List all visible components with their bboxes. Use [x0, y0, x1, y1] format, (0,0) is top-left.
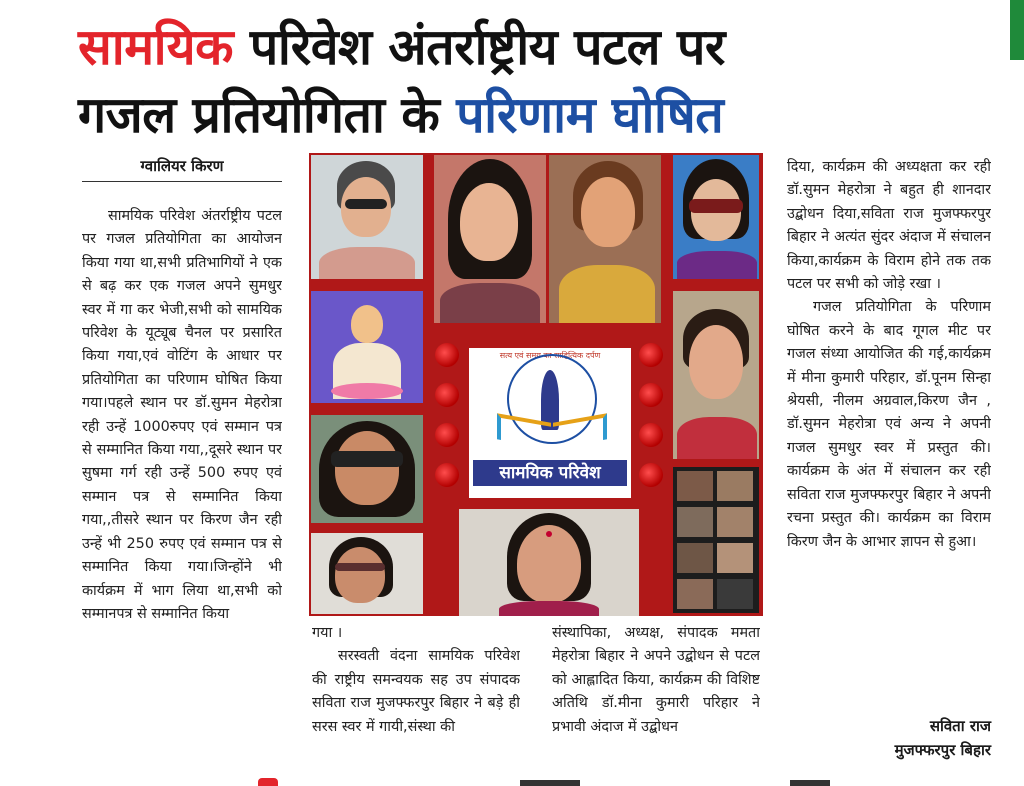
article-column-3	[552, 622, 760, 762]
bottom-dark-mark	[520, 780, 580, 786]
rose-decoration	[435, 463, 459, 487]
photo-woman-with-cup	[549, 155, 661, 323]
logo-arc-text: सत्य एवं समय का साहित्यिक दर्पण	[499, 351, 601, 360]
samayik-parivesh-logo	[469, 348, 631, 498]
article-column-2	[312, 622, 520, 762]
column-1-paragraph: सामयिक परिवेश अंतर्राष्ट्रीय पटल पर गजल प्रतियोगिता का आयोजन किया गया था,सभी प्रतिभागियों ने एक से बढ़ कर एक गजल अपने सुमधुर स्वर में गा कर भेजी,सभी को सामयिक परिवेश के यूट्यूब चैनल पर प्रसारित किया गया,एवं वोटिंग के आधार पर प्रतियोगिता का परिणाम घोषित किया गया।पहले स्थान पर डॉ.सुमन मेहरोत्रा रही उन्हें 1000रुपए एवं सम्मान पत्र से सम्मानित किया गया,,दूसरे स्थान पर सुषमा गर्ग रही उन्हें 500 रुपए एवं सम्मान पत्र से सम्मानित किया गया,,तीसरे स्थान पर किरण जैन रही उन्हें भी 250 रुपए एवं सम्मान पत्र से सम्मानित किया गया।जिन्होंने भी कार्यक्रम में भाग लिया था,सभी को सम्मानपत्र से सम्मानित किया	[82, 208, 282, 622]
column-4-paragraph-2: गजल प्रतियोगिता के परिणाम घोषित करने के बाद गूगल मीट पर गजल संध्या आयोजित की गई,कार्यक्रम में मीना कुमारी परिहार, डॉ.पूनम सिन्हा श्रेयसी, नीलम अग्रवाल,किरण जैन , डॉ.सुमन मेहरोत्रा एवं अन्य ने अपनी गजल सुमधुर स्वर में प्रस्तुत की। कार्यक्रम के अंत में संचालन कर रही सविता राज मुजफ्फरपुर बिहार ने अपनी रचना प्रस्तुत की। कार्यक्रम का विराम किरण जैन के आभार ज्ञापन से हुआ।	[787, 299, 991, 550]
photo-woman-bindi	[459, 509, 639, 616]
article-column-4	[787, 156, 991, 716]
rose-decoration	[639, 383, 663, 407]
column-2-lead: गया ।	[312, 625, 343, 641]
byline: ग्वालियर किरण	[140, 157, 224, 175]
photo-woman-smiling	[434, 155, 546, 323]
column-4-paragraph-1: दिया, कार्यक्रम की अध्यक्षता कर रही डॉ.सुमन मेहरोत्रा ने बहुत ही शानदार उद्बोधन दिया,सविता राज मुजफ्फरपुर बिहार ने अत्यंत सुंदर अंदाज में संचालन किया,कार्यक्रम के विराम होने तक तक पटल पर सभी को जोड़े रखा ।	[787, 159, 991, 293]
rose-decoration	[435, 423, 459, 447]
article-column-1	[82, 205, 282, 765]
signature-name: सविता राज	[929, 717, 991, 735]
photo-woman-glasses-bottom	[311, 533, 423, 614]
headline-black-text-2: गजल प्रतियोगिता के	[78, 86, 440, 144]
logo-title: सामयिक परिवेश	[473, 460, 627, 486]
headline-line-1	[78, 14, 998, 80]
edge-green-strip	[1010, 0, 1024, 60]
headline-red-word: सामयिक	[78, 18, 233, 76]
column-3-paragraph: संस्थापिका, अध्यक्ष, संपादक ममता मेहरोत्रा बिहार ने अपने उद्बोधन से पटल को आह्लादित किया, कार्यक्रम की विशिष्ट अतिथि डॉ.मीना कुमारी परिहार ने प्रभावी अंदाज में उद्बोधन	[552, 625, 760, 735]
photo-woman-sunglasses-blue	[673, 155, 759, 279]
photo-woman-short-hair	[673, 291, 759, 459]
rose-decoration	[435, 343, 459, 367]
byline-rule	[82, 181, 282, 182]
photo-goddess-saraswati	[311, 291, 423, 403]
signature-place: मुजफ्फरपुर बिहार	[894, 741, 991, 759]
photo-woman-dark-sunglasses	[311, 415, 423, 523]
column-2-paragraph: सरस्वती वंदना सामयिक परिवेश की राष्ट्रीय समन्वयक सह उप संपादक सविता राज मुजफ्फरपुर बिहार ने बड़े ही सरस स्वर में गायी,संस्था की	[312, 648, 520, 735]
rose-decoration	[639, 463, 663, 487]
rose-decoration	[435, 383, 459, 407]
rose-decoration	[639, 343, 663, 367]
photo-video-call-grid	[673, 467, 759, 613]
headline-blue-text: परिणाम घोषित	[456, 86, 724, 144]
rose-decoration	[639, 423, 663, 447]
photo-collage	[309, 153, 763, 616]
bottom-dark-mark-2	[790, 780, 830, 786]
bottom-red-mark	[258, 778, 278, 786]
headline-line-2	[78, 82, 998, 148]
photo-woman-grey-hair	[311, 155, 423, 279]
headline-black-text: परिवेश अंतर्राष्ट्रीय पटल पर	[249, 18, 725, 76]
